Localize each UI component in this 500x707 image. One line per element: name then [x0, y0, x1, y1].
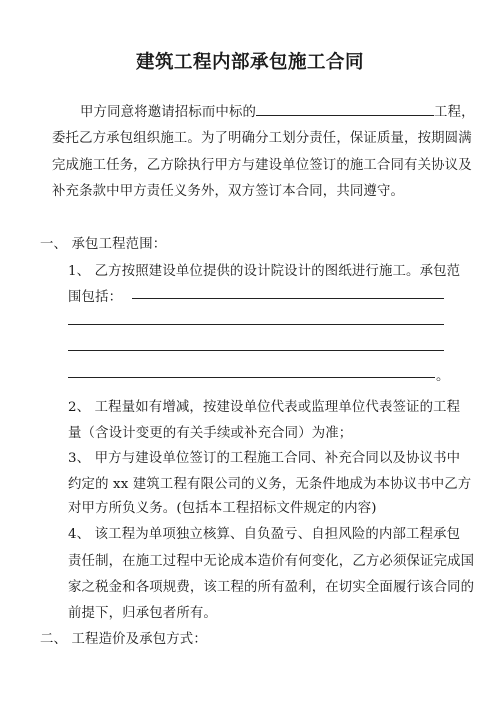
intro-line-4: 补充条款中甲方责任义务外，双方签订本合同，共同遵守。: [52, 184, 405, 199]
project-name-blank[interactable]: [256, 103, 434, 116]
item-4-line-3: 家之税金和各项规费，该工程的所有盈利，在切实全面履行该合同的: [68, 580, 475, 595]
item-1-line-1: 1、 乙方按照建设单位提供的设计院设计的图纸进行施工。承包范: [68, 264, 461, 279]
item-3-line-3: 对甲方所负义务。(包括本工程招标文件规定的内容): [68, 501, 377, 516]
scope-blank-line-3[interactable]: [68, 350, 444, 351]
item-3-line-1: 3、 甲方与建设单位签订的工程施工合同、补充合同以及协议书中: [68, 451, 461, 466]
intro-line-1-post: 工程，: [434, 105, 475, 120]
intro-line-1: [80, 101, 475, 120]
item-4-line-4: 前提下，归承包者所有。: [68, 606, 217, 621]
item-3-line-2: 约定的 xx 建筑工程有限公司的义务，无条件地成为本协议书中乙方: [68, 477, 472, 492]
scope-end-mark: 。: [436, 369, 450, 384]
item-1-line-2: [68, 286, 122, 305]
item-4-line-2: 责任制，在施工过程中无论成本造价有何变化，乙方必须保证完成国: [68, 554, 475, 569]
item-2-line-1: 2、 工程量如有增减，按建设单位代表或监理单位代表签证的工程: [68, 400, 461, 415]
scope-blank-line-4[interactable]: [68, 377, 435, 378]
scope-blank-line-2[interactable]: [68, 324, 444, 325]
intro-line-3: 完成施工任务，乙方除执行甲方与建设单位签订的施工合同有关协议及: [52, 158, 472, 173]
item-1-scope-label: 围包括：: [68, 290, 123, 305]
scope-blank-line-1[interactable]: [132, 298, 444, 299]
item-4-line-1: 4、 该工程为单项独立核算、自负盈亏、自担风险的内部工程承包: [68, 527, 461, 542]
section-1-heading: 一、 承包工程范围：: [40, 237, 167, 252]
intro-line-2: 委托乙方承包组织施工。为了明确分工划分责任，保证质量，按期圆满: [52, 131, 472, 146]
section-2-heading: 二、 工程造价及承包方式：: [40, 632, 207, 647]
contract-title: 建筑工程内部承包施工合同: [135, 52, 364, 73]
item-2-line-2: 量（含设计变更的有关手续或补充合同）为准；: [68, 426, 353, 441]
intro-line-1-pre: 甲方同意将邀请招标而中标的: [80, 105, 257, 120]
